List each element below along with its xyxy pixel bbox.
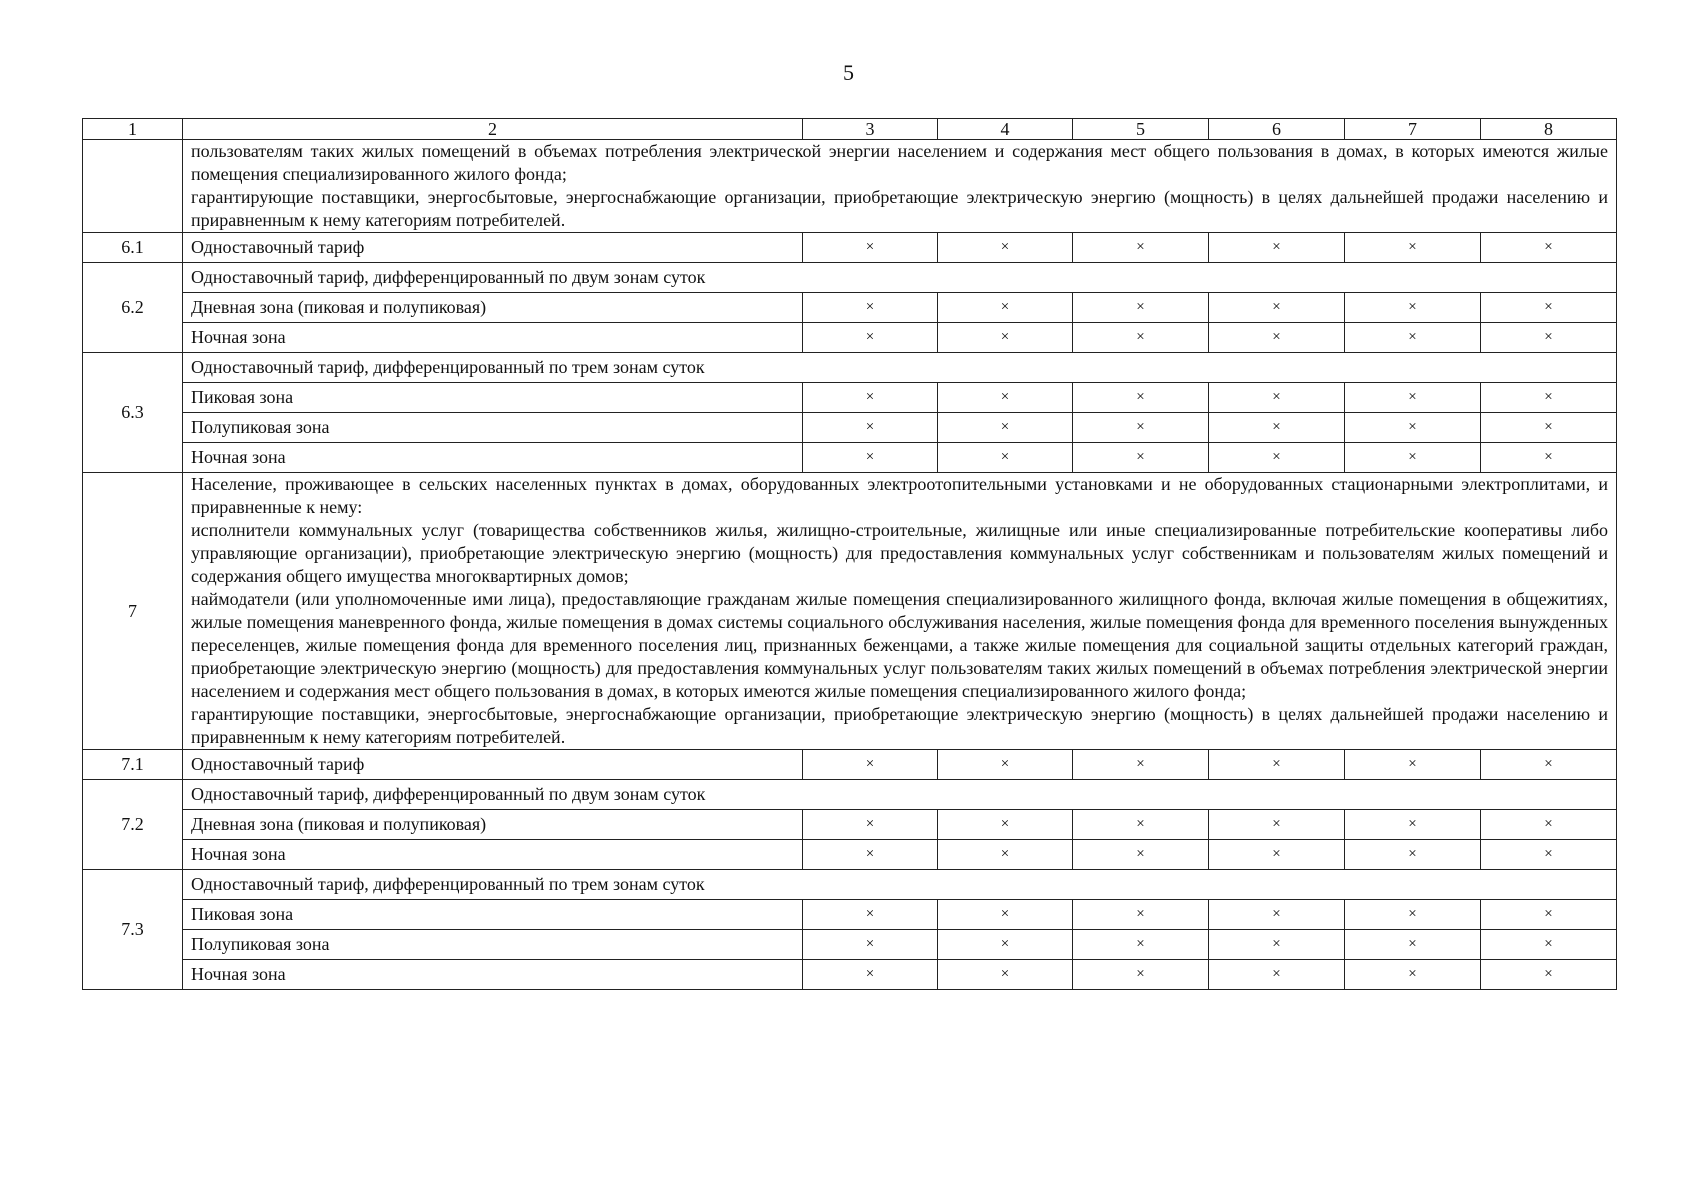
mark-cell: ×: [803, 810, 938, 840]
mark-cell: ×: [1481, 443, 1617, 473]
mark-cell: ×: [1209, 840, 1345, 870]
mark-cell: ×: [1073, 413, 1209, 443]
tariff-table: [82, 118, 1617, 990]
mark-cell: ×: [1073, 443, 1209, 473]
mark-cell: ×: [1345, 383, 1481, 413]
row-label: Ночная зона: [183, 443, 803, 473]
table-row: [83, 293, 1617, 323]
row-number: 7.3: [83, 870, 183, 990]
table-row: [83, 870, 1617, 900]
page-number: 5: [843, 60, 854, 85]
row-label: Ночная зона: [183, 960, 803, 990]
row-number: 7.1: [83, 750, 183, 780]
mark-cell: ×: [1073, 900, 1209, 930]
mark-cell: ×: [1345, 443, 1481, 473]
table-row: [83, 413, 1617, 443]
section-title: Одноставочный тариф, дифференцированный по двум зонам суток: [183, 263, 1617, 293]
mark-cell: ×: [1481, 293, 1617, 323]
table-row: [83, 930, 1617, 960]
mark-cell: ×: [1481, 810, 1617, 840]
column-number: 2: [183, 119, 803, 140]
paragraph: гарантирующие поставщики, энергосбытовые, энергоснабжающие организации, приобретающие электрическую энергию (мощность) в целях дальнейшей продажи населению и приравненным к нему категориям потребителей.: [191, 704, 1608, 747]
table-row: [83, 900, 1617, 930]
table-row: [83, 353, 1617, 383]
mark-cell: ×: [1073, 960, 1209, 990]
table-row: [83, 780, 1617, 810]
mark-cell: ×: [1209, 900, 1345, 930]
mark-cell: ×: [803, 960, 938, 990]
paragraph: наймодатели (или уполномоченные ими лица), предоставляющие гражданам жилые помещения специализированного жилищного фонда, включая жилые помещения в общежитиях, жилые помещения маневренного фонда, жилые помещения в домах системы социального обслуживания населения, жилые помещения фонда для временного поселения вынужденных переселенцев, жилые помещения фонда для временного поселения лиц, признанных беженцами, а также жилые помещения для социальной защиты отдельных категорий граждан, приобретающие электрическую энергию (мощность) для предоставления коммунальных услуг пользователям таких жилых помещений в объемах потребления электрической энергии населением и содержания мест общего пользования в домах, в которых имеются жилые помещения специализированного жилого фонда;: [191, 589, 1608, 701]
mark-cell: ×: [803, 930, 938, 960]
mark-cell: ×: [1345, 293, 1481, 323]
row-label: Ночная зона: [183, 323, 803, 353]
mark-cell: ×: [1345, 930, 1481, 960]
mark-cell: ×: [803, 840, 938, 870]
mark-cell: ×: [1345, 323, 1481, 353]
column-number: 6: [1209, 119, 1345, 140]
section-title: Одноставочный тариф, дифференцированный по трем зонам суток: [183, 870, 1617, 900]
category-description: [183, 473, 1617, 750]
mark-cell: ×: [1073, 383, 1209, 413]
table-row: [83, 263, 1617, 293]
mark-cell: ×: [1345, 810, 1481, 840]
mark-cell: ×: [1073, 293, 1209, 323]
mark-cell: ×: [938, 960, 1073, 990]
mark-cell: ×: [803, 750, 938, 780]
mark-cell: ×: [803, 293, 938, 323]
column-number: 4: [938, 119, 1073, 140]
table-row: [83, 473, 1617, 750]
table-row: [83, 810, 1617, 840]
mark-cell: ×: [1073, 323, 1209, 353]
column-number: 5: [1073, 119, 1209, 140]
row-number: [83, 140, 183, 233]
row-number: 6.3: [83, 353, 183, 473]
mark-cell: ×: [1073, 233, 1209, 263]
continuation-text: [183, 140, 1617, 233]
mark-cell: ×: [938, 750, 1073, 780]
mark-cell: ×: [1481, 383, 1617, 413]
mark-cell: ×: [1209, 233, 1345, 263]
mark-cell: ×: [1209, 323, 1345, 353]
row-label: Дневная зона (пиковая и полупиковая): [183, 293, 803, 323]
continuation-row: [83, 140, 1617, 233]
mark-cell: ×: [1345, 960, 1481, 990]
paragraph: Население, проживающее в сельских населенных пунктах в домах, оборудованных электроотопительными установками и не оборудованных стационарными электроплитами, и приравненные к нему:: [191, 474, 1608, 517]
mark-cell: ×: [1481, 960, 1617, 990]
mark-cell: ×: [938, 413, 1073, 443]
mark-cell: ×: [1073, 750, 1209, 780]
mark-cell: ×: [938, 930, 1073, 960]
mark-cell: ×: [1345, 900, 1481, 930]
mark-cell: ×: [803, 413, 938, 443]
column-number: 1: [83, 119, 183, 140]
table-row: [83, 960, 1617, 990]
mark-cell: ×: [1209, 750, 1345, 780]
row-label: Ночная зона: [183, 840, 803, 870]
row-label: Дневная зона (пиковая и полупиковая): [183, 810, 803, 840]
row-label: Одноставочный тариф: [183, 233, 803, 263]
mark-cell: ×: [803, 233, 938, 263]
mark-cell: ×: [938, 293, 1073, 323]
mark-cell: ×: [1073, 930, 1209, 960]
table-row: [83, 233, 1617, 263]
paragraph: пользователям таких жилых помещений в объемах потребления электрической энергии населением и содержания мест общего пользования в домах, в которых имеются жилые помещения специализированного жилого фонда;: [191, 141, 1608, 184]
mark-cell: ×: [938, 900, 1073, 930]
column-numbers-row: [83, 119, 1617, 140]
table-row: [83, 840, 1617, 870]
mark-cell: ×: [1345, 750, 1481, 780]
mark-cell: ×: [1209, 443, 1345, 473]
mark-cell: ×: [1209, 383, 1345, 413]
mark-cell: ×: [1481, 323, 1617, 353]
mark-cell: ×: [1209, 413, 1345, 443]
mark-cell: ×: [1209, 930, 1345, 960]
column-number: 7: [1345, 119, 1481, 140]
mark-cell: ×: [1345, 413, 1481, 443]
row-number: 7: [83, 473, 183, 750]
table-row: [83, 750, 1617, 780]
column-number: 3: [803, 119, 938, 140]
mark-cell: ×: [1481, 750, 1617, 780]
row-label: Полупиковая зона: [183, 930, 803, 960]
mark-cell: ×: [938, 810, 1073, 840]
mark-cell: ×: [938, 443, 1073, 473]
paragraph: исполнители коммунальных услуг (товарищества собственников жилья, жилищно-строительные, жилищные или иные специализированные потребительские кооперативы либо управляющие организации), приобретающие электрическую энергию (мощность) для предоставления коммунальных услуг собственникам и пользователям жилых помещений и содержания общего имущества многоквартирных домов;: [191, 520, 1608, 586]
mark-cell: ×: [1481, 900, 1617, 930]
row-number: 7.2: [83, 780, 183, 870]
row-label: Полупиковая зона: [183, 413, 803, 443]
mark-cell: ×: [1345, 233, 1481, 263]
mark-cell: ×: [1481, 840, 1617, 870]
mark-cell: ×: [1073, 810, 1209, 840]
mark-cell: ×: [938, 323, 1073, 353]
section-title: Одноставочный тариф, дифференцированный по трем зонам суток: [183, 353, 1617, 383]
mark-cell: ×: [803, 900, 938, 930]
mark-cell: ×: [803, 443, 938, 473]
mark-cell: ×: [938, 840, 1073, 870]
table-row: [83, 443, 1617, 473]
mark-cell: ×: [803, 323, 938, 353]
mark-cell: ×: [1481, 233, 1617, 263]
mark-cell: ×: [1209, 810, 1345, 840]
mark-cell: ×: [938, 233, 1073, 263]
paragraph: гарантирующие поставщики, энергосбытовые, энергоснабжающие организации, приобретающие электрическую энергию (мощность) в целях дальнейшей продажи населению и приравненным к нему категориям потребителей.: [191, 187, 1608, 230]
row-label: Пиковая зона: [183, 900, 803, 930]
section-title: Одноставочный тариф, дифференцированный по двум зонам суток: [183, 780, 1617, 810]
mark-cell: ×: [803, 383, 938, 413]
column-number: 8: [1481, 119, 1617, 140]
mark-cell: ×: [1481, 930, 1617, 960]
table-row: [83, 323, 1617, 353]
mark-cell: ×: [1209, 960, 1345, 990]
row-number: 6.1: [83, 233, 183, 263]
mark-cell: ×: [938, 383, 1073, 413]
mark-cell: ×: [1209, 293, 1345, 323]
row-number: 6.2: [83, 263, 183, 353]
row-label: Пиковая зона: [183, 383, 803, 413]
mark-cell: ×: [1345, 840, 1481, 870]
mark-cell: ×: [1073, 840, 1209, 870]
table-row: [83, 383, 1617, 413]
mark-cell: ×: [1481, 413, 1617, 443]
row-label: Одноставочный тариф: [183, 750, 803, 780]
